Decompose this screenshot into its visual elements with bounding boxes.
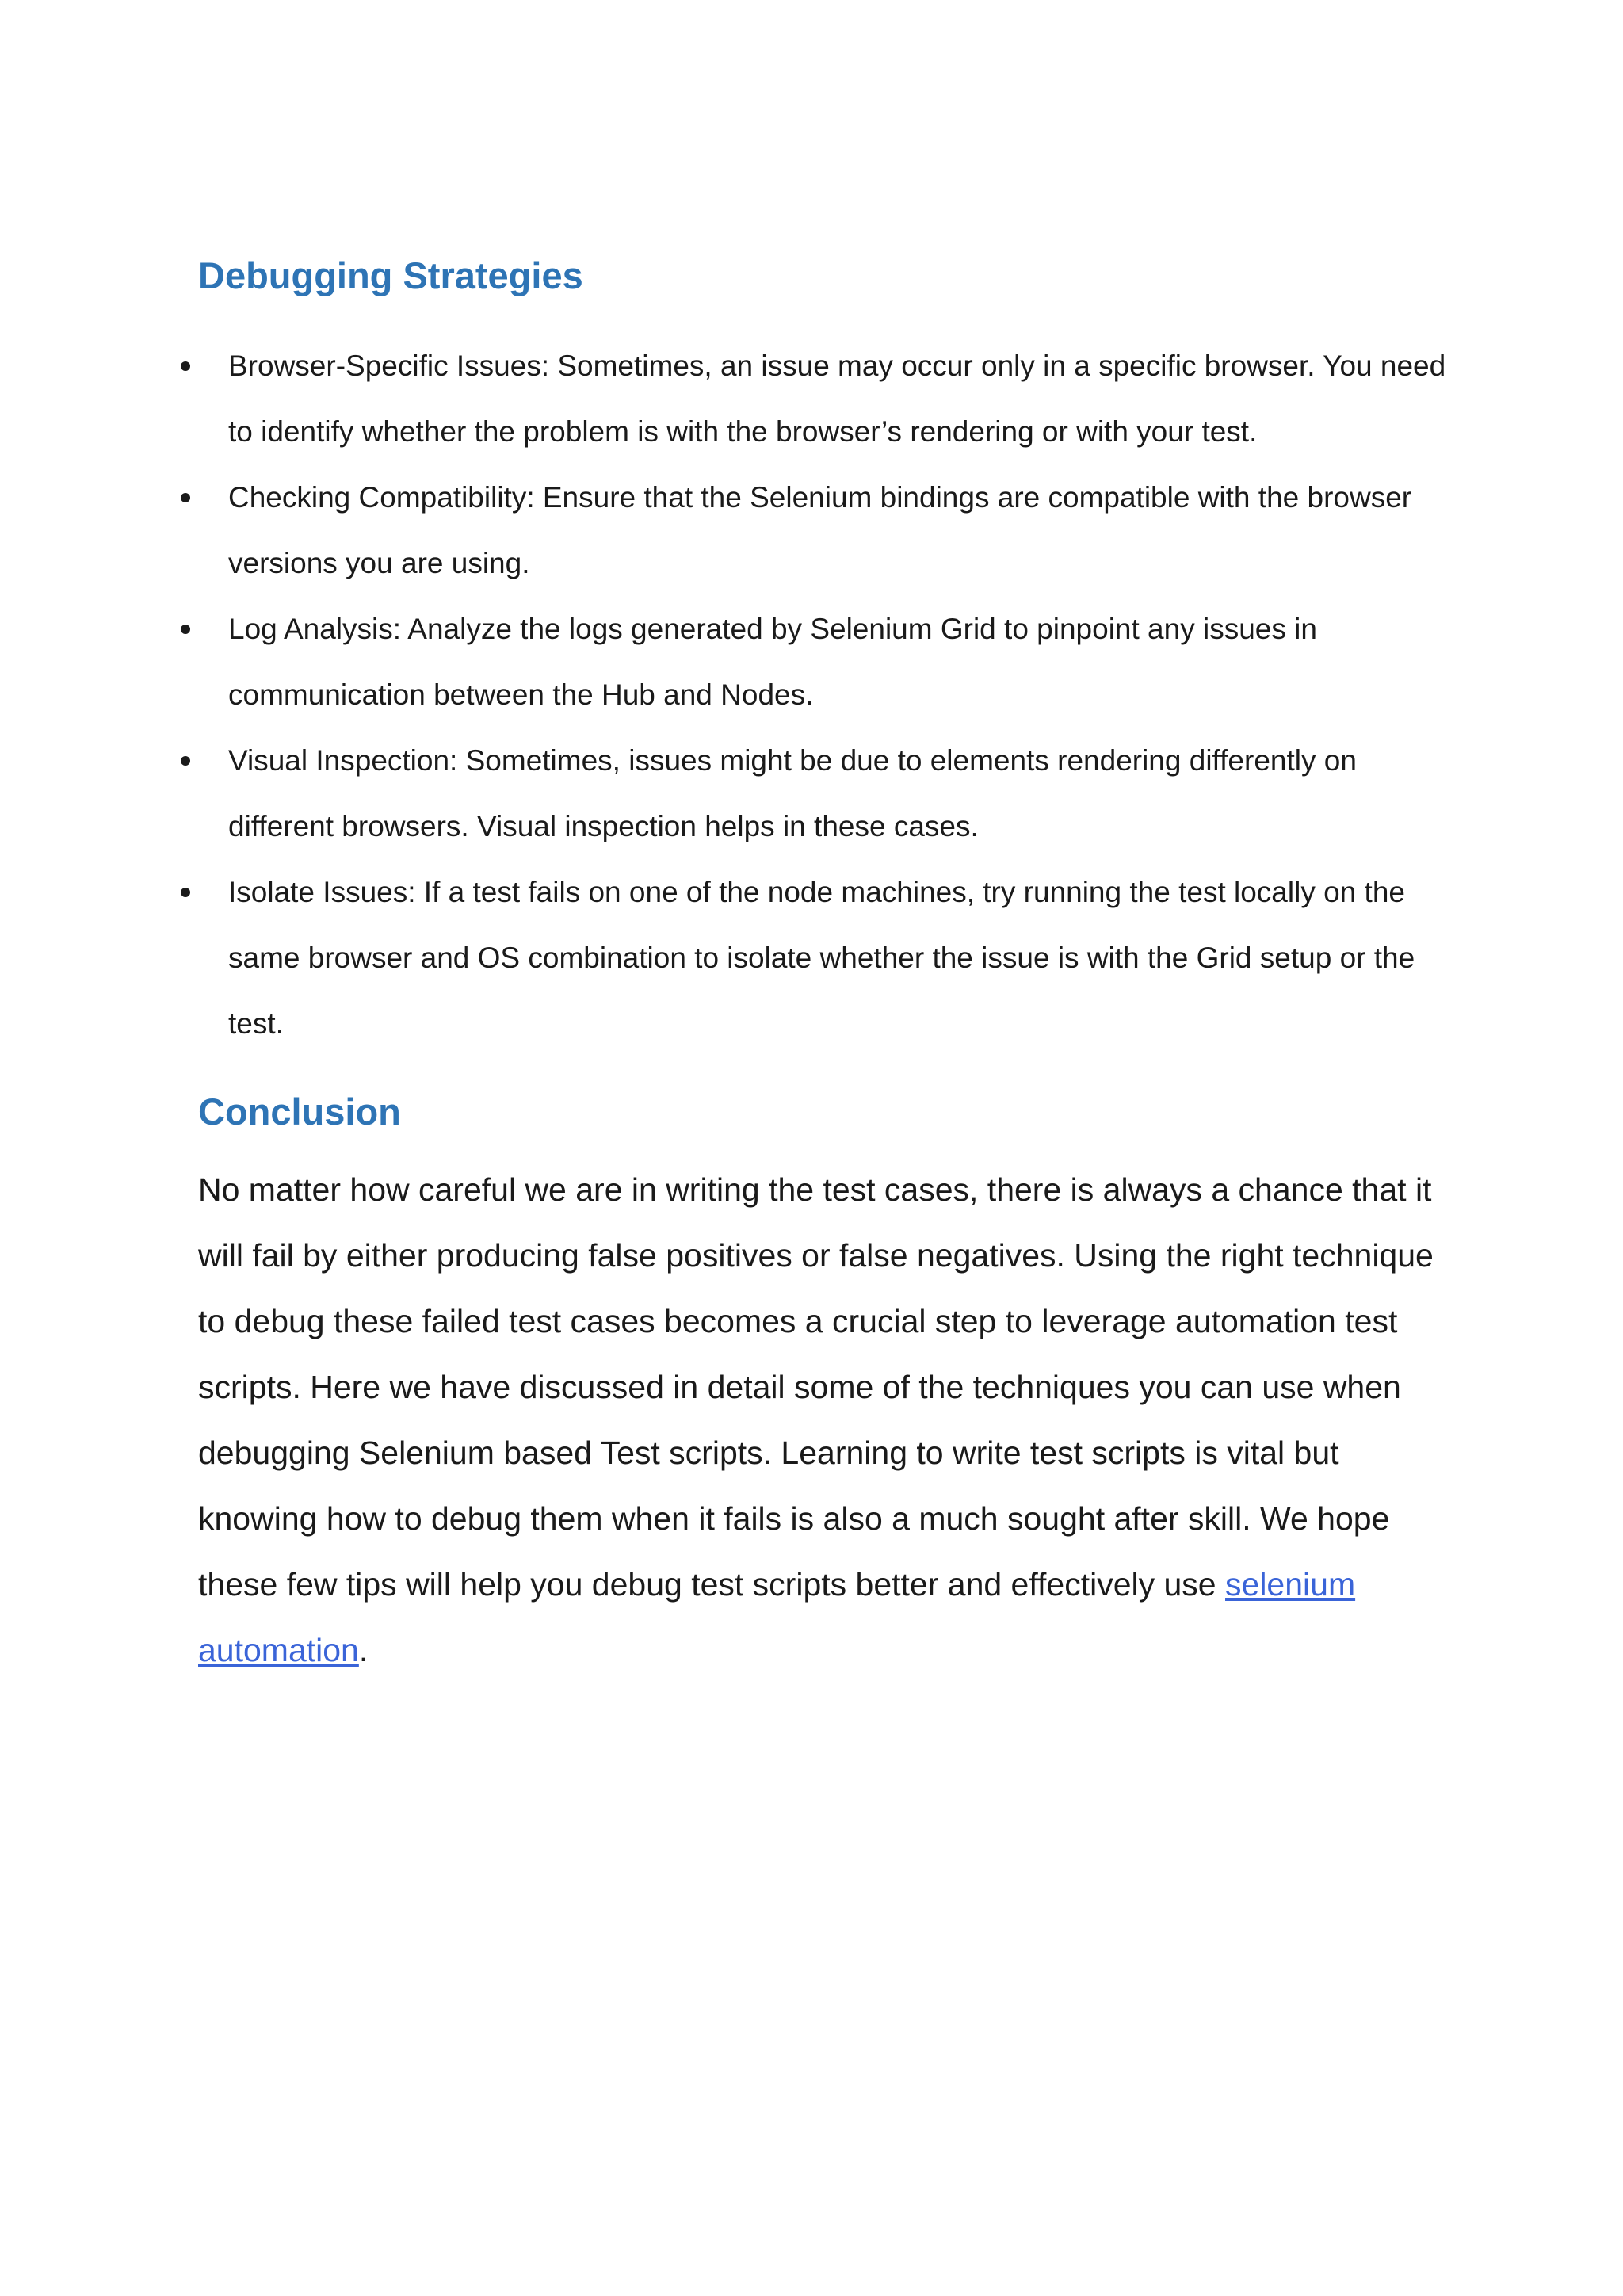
bullet-icon — [181, 493, 190, 502]
list-item — [0, 333, 1449, 464]
bullet-icon — [181, 888, 190, 897]
conclusion-end: . — [358, 1632, 369, 1668]
list-item-text: Isolate Issues: If a test fails on one of the node machines, try running the test locally on the same browser and OS combination to isolate whether the issue is with the Grid setup or the test. — [228, 876, 1415, 1040]
bullet-icon — [181, 361, 190, 371]
list-item-text: Browser-Specific Issues: Sometimes, an issue may occur only in a specific browser. You need to identify whether the problem is with the browser’s rendering or with your test. — [228, 350, 1446, 448]
conclusion-paragraph — [198, 1157, 1442, 1683]
list-item-text: Checking Compatibility: Ensure that the Selenium bindings are compatible with the browser versions you are using. — [228, 481, 1412, 579]
selenium-automation-link[interactable]: selenium automation — [198, 1566, 1356, 1668]
list-item — [0, 596, 1449, 728]
list-item — [0, 728, 1449, 859]
conclusion-text: No matter how careful we are in writing the test cases, there is always a chance that it will fail by either producing false positives or false negatives. Using the right technique to debug these failed test cases becomes a crucial step to leverage automation test scripts. Here we have discussed in detail some of the techniques you can use when debugging Selenium based Test scripts. Learning to write test scripts is vital but knowing how to debug them when it fails is also a much sought after skill. We hope these few tips will help you debug test scripts better and effectively use — [198, 1171, 1434, 1603]
list-item — [0, 859, 1449, 1056]
list-item-text: Log Analysis: Analyze the logs generated by Selenium Grid to pinpoint any issues in communication between the Hub and Nodes. — [228, 613, 1317, 711]
heading-debugging-strategies: Debugging Strategies — [198, 254, 583, 296]
heading-conclusion: Conclusion — [198, 1091, 401, 1133]
debugging-strategies-list — [0, 333, 1623, 1056]
list-item-text: Visual Inspection: Sometimes, issues might be due to elements rendering differently on different browsers. Visual inspection helps in these cases. — [228, 744, 1357, 842]
list-item — [0, 464, 1449, 596]
bullet-icon — [181, 756, 190, 766]
bullet-icon — [181, 625, 190, 634]
